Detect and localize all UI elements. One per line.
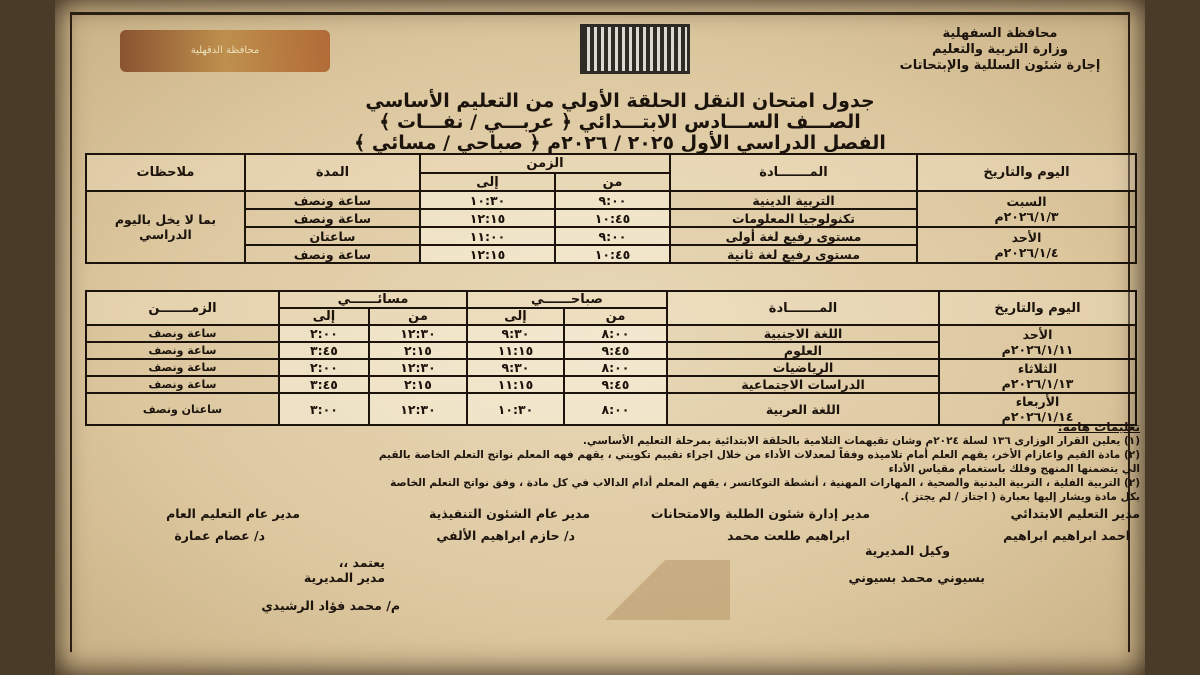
morning-to: ١١:١٥	[467, 342, 564, 359]
header-subject: المـــــــادة	[667, 291, 939, 325]
day-cell	[917, 191, 1136, 227]
instruction-item: (٢) مادة القيم واعازام الأخر، يقهم العلم أمام تلاميذه وفقاً لمعدلات الأداء من خلال اجراء تقييم تكويني ، يقهم فهه المعلم نواتج التعلم الخاصة بالقيم	[378, 449, 1140, 461]
morning-to: ٩:٣٠	[467, 325, 564, 342]
from-time: ١٠:٤٥	[555, 245, 670, 263]
title-line-1: جدول امتحان النقل الحلقة الأولي من التعليم الأساسي	[365, 90, 875, 112]
header-morning-from: من	[564, 308, 667, 325]
morning-to: ٩:٣٠	[467, 359, 564, 376]
evening-to: ٢:٠٠	[279, 359, 369, 376]
signature-name: ابراهيم طلعت محمد	[727, 528, 850, 543]
schedule-table-2	[85, 290, 1137, 426]
evening-from: ٢:١٥	[369, 376, 467, 393]
header-from: من	[555, 173, 670, 191]
governorate-logo	[120, 30, 330, 72]
duration: ساعة ونصف	[86, 359, 279, 376]
instructions-heading: تعليمات هامة:	[1057, 420, 1140, 434]
day: الأحد	[1011, 230, 1042, 245]
date: ٢٠٢٦/١/٤م	[994, 245, 1059, 260]
duration: ساعة ونصف	[245, 191, 420, 209]
instructions	[110, 420, 1140, 504]
table-row	[86, 325, 1136, 342]
director-name: م/ محمد فؤاد الرشيدي	[261, 598, 400, 613]
evening-to: ٣:٠٠	[279, 393, 369, 425]
header-notes: ملاحظات	[86, 154, 245, 191]
day-cell	[939, 325, 1136, 359]
table-row	[86, 191, 1136, 209]
subject: الدراسات الاجتماعية	[667, 376, 939, 393]
morning-to: ١٠:٣٠	[467, 393, 564, 425]
approval-label: يعتمد ،،	[338, 555, 385, 570]
subject: اللغة العربية	[667, 393, 939, 425]
day: السبت	[1006, 194, 1047, 209]
evening-from: ١٢:٣٠	[369, 359, 467, 376]
signature-title: مدير إدارة شئون الطلبة والامتحانات	[650, 506, 870, 521]
header-duration: الزمـــــــن	[86, 291, 279, 325]
duration: ساعة ونصف	[245, 209, 420, 227]
header-duration: المدة	[245, 154, 420, 191]
to-time: ١٢:١٥	[420, 209, 555, 227]
evening-from: ١٢:٣٠	[369, 393, 467, 425]
governorate: محافظة السفهلية	[942, 26, 1058, 41]
subject: تكنولوجيا المعلومات	[670, 209, 917, 227]
day: الأربعاء	[1015, 394, 1060, 409]
evening-from: ٢:١٥	[369, 342, 467, 359]
pyramid-watermark	[540, 560, 730, 620]
header-evening-from: من	[369, 308, 467, 325]
deputy-name: بسيوني محمد بسيوني	[848, 570, 985, 585]
signature-name: د/ حازم ابراهيم الألفي	[436, 528, 575, 543]
duration: ساعة ونصف	[86, 325, 279, 342]
morning-from: ٩:٤٥	[564, 376, 667, 393]
day-cell	[939, 359, 1136, 393]
day: الثلاثاء	[1017, 361, 1058, 376]
instruction-item: الي يتضمنها المنهج وفلك باستغمام مقياس الأداء	[888, 463, 1140, 475]
note: بما لا يخل باليوم الدراسي	[86, 191, 245, 263]
subject: اللغة الاجنبية	[667, 325, 939, 342]
date: ٢٠٢٦/١/٣م	[994, 209, 1059, 224]
duration: ساعتان	[245, 227, 420, 245]
signature-title: مدير عام الشئون التنفيذية	[429, 506, 590, 521]
duration: ساعة ونصف	[245, 245, 420, 263]
logo-text: محافظة الدقهلية	[190, 45, 260, 56]
signature-name: احمد ابراهيم ابراهيم	[1003, 528, 1130, 543]
morning-from: ٨:٠٠	[564, 325, 667, 342]
from-time: ١٠:٤٥	[555, 209, 670, 227]
from-time: ٩:٠٠	[555, 191, 670, 209]
to-time: ١٠:٣٠	[420, 191, 555, 209]
evening-to: ٣:٤٥	[279, 376, 369, 393]
header-day: اليوم والتاريخ	[939, 291, 1136, 325]
schedule-table-1	[85, 153, 1137, 264]
header-morning-to: إلى	[467, 308, 564, 325]
director-title: مدير المديرية	[303, 570, 385, 585]
date: ٢٠٢٦/١/١١م	[1001, 342, 1074, 357]
qr-code	[580, 24, 690, 74]
morning-from: ٨:٠٠	[564, 393, 667, 425]
subject: العلوم	[667, 342, 939, 359]
signature-title: مدير عام التعليم العام	[166, 506, 300, 521]
duration: ساعة ونصف	[86, 342, 279, 359]
subject: مستوى رفيع لغة ثانية	[670, 245, 917, 263]
day-cell	[917, 227, 1136, 263]
signature-name: د/ عصام عمارة	[174, 528, 265, 543]
morning-from: ٨:٠٠	[564, 359, 667, 376]
issuer-header	[870, 26, 1130, 74]
from-time: ٩:٠٠	[555, 227, 670, 245]
instruction-item: (١) يعلين القرار الوزارى ١٣٦ لسلة ٢٠٢٤م وشان تقيهمات التلامية بالحلقة الابتدائية بمرحلة التعليم الأساسي.	[582, 435, 1140, 447]
to-time: ١١:٠٠	[420, 227, 555, 245]
department: إجارة شئون السللية والإبتحاتات	[899, 58, 1101, 73]
subject: مستوى رفيع لغة أولى	[670, 227, 917, 245]
evening-to: ٢:٠٠	[279, 325, 369, 342]
morning-from: ٩:٤٥	[564, 342, 667, 359]
header-to: إلى	[420, 173, 555, 191]
header-subject: المـــــــادة	[670, 154, 917, 191]
signature-title: مدير التعليم الابتدائي	[1010, 506, 1140, 521]
subject: الرياضيات	[667, 359, 939, 376]
date: ٢٠٢٦/١/١٤م	[1001, 409, 1074, 424]
ministry: وزارة التربية والتعليم	[932, 42, 1068, 57]
instruction-item: بكل مادة ويشار إليها بعبارة ( اجتاز / لم يجتز ).	[900, 491, 1140, 503]
deputy-title: وكيل المديرية	[865, 543, 950, 558]
title-line-3: الفصل الدراسي الأول ٢٠٢٥ / ٢٠٢٦م ﴿ صباحي / مسائي ﴾	[354, 132, 886, 154]
table-row	[86, 359, 1136, 376]
title-line-2: الصـــف الســـادس الابتـــدائي ﴿ عربـــي / نفـــات ﴾	[379, 111, 861, 133]
evening-from: ١٢:٣٠	[369, 325, 467, 342]
header-evening: مسائــــــي	[279, 291, 467, 308]
day: الأحد	[1022, 327, 1053, 342]
duration: ساعة ونصف	[86, 376, 279, 393]
to-time: ١٢:١٥	[420, 245, 555, 263]
header-evening-to: إلى	[279, 308, 369, 325]
instruction-item: (٢) التربية الفلية ، التربية البدنية والصحية ، المهارات المهنية ، أنشطة التوكاتسر ، يقهم المعلم أدام الدالاب في كل مادة ، وفق نواتج التعلم الخاصة	[390, 477, 1140, 489]
date: ٢٠٢٦/١/١٣م	[1001, 376, 1074, 391]
morning-to: ١١:١٥	[467, 376, 564, 393]
duration: ساعتان ونصف	[86, 393, 279, 425]
subject: التربية الدينية	[670, 191, 917, 209]
header-morning: صباحــــــي	[467, 291, 667, 308]
evening-to: ٣:٤٥	[279, 342, 369, 359]
header-time: الزمن	[420, 154, 670, 173]
header-day: اليوم والتاريخ	[917, 154, 1136, 191]
